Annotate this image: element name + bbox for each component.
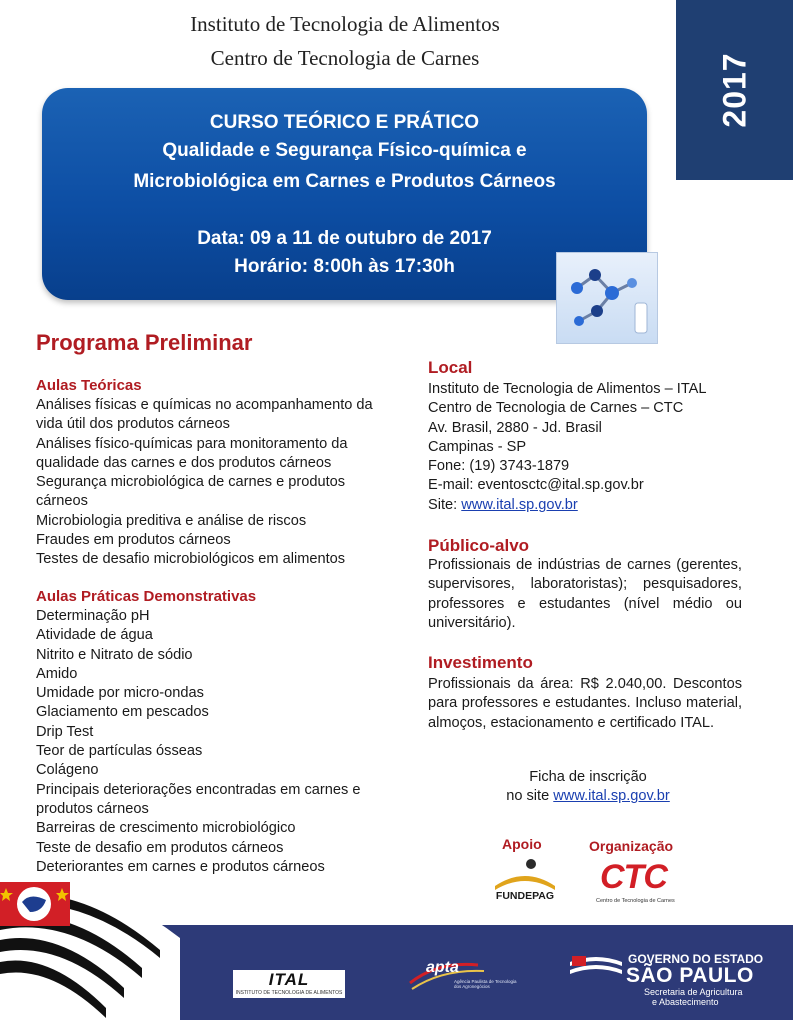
ital-subtitle: INSTITUTO DE TECNOLOGIA DE ALIMENTOS <box>235 990 343 996</box>
sao-paulo-flag-graphic <box>0 878 180 1020</box>
banner-title-line2: Microbiológica em Carnes e Produtos Cárneos <box>133 171 556 192</box>
banner-date: Data: 09 a 11 de outubro de 2017 <box>197 228 492 249</box>
list-item: Glaciamento em pescados <box>36 704 209 721</box>
support-label: Apoio <box>502 836 542 852</box>
gov-line2: SÃO PAULO <box>626 964 754 987</box>
address-line: Campinas - SP <box>428 438 527 455</box>
ctc-subtitle: Centro de Tecnologia de Carnes <box>596 898 675 904</box>
registration-line1: Ficha de inscrição <box>529 769 647 785</box>
list-item: Barreiras de crescimento microbiológico <box>36 820 296 837</box>
list-item: Análises físicas e químicas no acompanhamento da vida útil dos produtos cárneos <box>36 397 373 433</box>
gov-line4: e Abastecimento <box>652 997 719 1007</box>
address-line: Centro de Tecnologia de Carnes – CTC <box>428 400 684 417</box>
theory-title: Aulas Teóricas <box>36 377 142 394</box>
list-item: Principais deteriorações encontradas em carnes e produtos cárneos <box>36 781 361 817</box>
center-name: Centro de Tecnologia de Carnes <box>210 46 480 70</box>
year-box <box>676 0 793 180</box>
ctc-logo <box>596 858 680 910</box>
phone-line: Fone: (19) 3743-1879 <box>428 458 570 475</box>
organization-label: Organização <box>589 838 674 854</box>
sao-paulo-government-logo <box>570 950 780 1008</box>
fundepag-logo <box>489 856 561 908</box>
gov-line1: GOVERNO DO ESTADO <box>628 952 764 966</box>
list-item: Colágeno <box>36 762 99 779</box>
list-item: Análises físico-químicas para monitoramento da qualidade das carnes e dos produtos cárneos <box>36 435 348 471</box>
list-item: Umidade por micro-ondas <box>36 685 204 702</box>
list-item: Atividade de água <box>36 627 153 644</box>
list-item: Teste de desafio em produtos cárneos <box>36 839 284 856</box>
list-item: Testes de desafio microbiológicos em alimentos <box>36 551 346 568</box>
banner-title-line1: Qualidade e Segurança Físico-química e <box>162 140 527 161</box>
registration-prefix: no site <box>506 788 554 805</box>
list-item: Segurança microbiológica de carnes e produtos cárneos <box>36 474 346 510</box>
list-item: Teor de partículas ósseas <box>36 743 203 760</box>
audience-title: Público-alvo <box>428 536 530 555</box>
site-label: Site: <box>428 496 462 513</box>
banner-course-type: CURSO TEÓRICO E PRÁTICO <box>209 112 480 133</box>
list-item: Determinação pH <box>36 608 150 624</box>
practice-list <box>36 607 388 877</box>
email-line: E-mail: eventosctc@ital.sp.gov.br <box>428 477 644 494</box>
list-item: Fraudes em produtos cárneos <box>36 532 231 549</box>
apta-logo <box>408 955 518 997</box>
gov-line3: Secretaria de Agricultura <box>644 987 743 997</box>
site-line <box>428 496 742 515</box>
list-item: Nitrito e Nitrato de sódio <box>36 646 193 663</box>
registration-line2 <box>428 787 748 806</box>
list-item: Microbiologia preditiva e análise de riscos <box>36 512 307 529</box>
practice-title: Aulas Práticas Demonstrativas <box>36 588 257 605</box>
program-title: Programa Preliminar <box>36 330 253 355</box>
registration-link[interactable]: www.ital.sp.gov.br <box>553 788 670 805</box>
list-item: Drip Test <box>36 723 94 740</box>
fundepag-name: FUNDEPAG <box>495 890 555 902</box>
banner-time: Horário: 8:00h às 17:30h <box>234 256 455 277</box>
local-address <box>428 380 742 515</box>
apta-subtitle: Agência Paulista de Tecnologia dos Agronegócios <box>454 979 517 989</box>
address-line: Instituto de Tecnologia de Alimentos – ITAL <box>428 381 707 397</box>
theory-list <box>36 396 388 570</box>
site-link[interactable]: www.ital.sp.gov.br <box>461 496 578 513</box>
registration-info <box>428 768 748 807</box>
list-item: Deteriorantes em carnes e produtos cárneos <box>36 858 325 875</box>
investment-title: Investimento <box>428 653 533 672</box>
ital-name: ITAL <box>268 970 310 989</box>
apta-name: apta <box>426 959 459 976</box>
local-title: Local <box>428 358 473 377</box>
ital-logo <box>233 970 345 998</box>
institute-name: Instituto de Tecnologia de Alimentos <box>190 12 500 36</box>
address-line: Av. Brasil, 2880 - Jd. Brasil <box>428 419 602 436</box>
list-item: Amido <box>36 665 78 682</box>
ctc-name: CTC <box>600 858 667 896</box>
audience-text: Profissionais de indústrias de carnes (gerentes, supervisores, laboratoristas); pesquisadores, professores e estudantes (nível médio ou universitário). <box>428 557 742 631</box>
year-label: 2017 <box>716 52 752 128</box>
investment-text: Profissionais da área: R$ 2.040,00. Descontos para professores e estudantes. Incluso material, almoços, estacionamento e certificado ITAL. <box>428 676 742 731</box>
molecule-image <box>556 252 658 344</box>
